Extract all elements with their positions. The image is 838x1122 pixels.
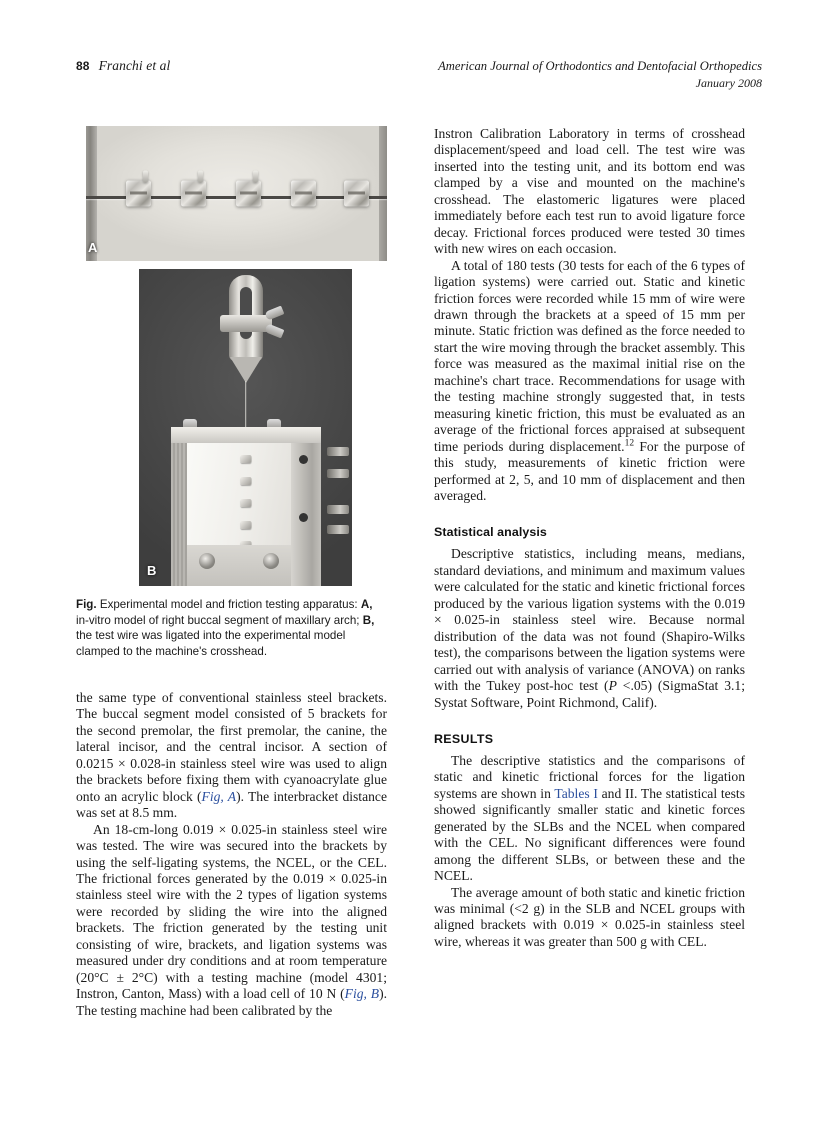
figure-caption-text-1: Experimental model and friction testing apparatus: bbox=[96, 598, 361, 611]
figure-a-reference-link[interactable]: Fig, A bbox=[201, 788, 237, 804]
figure-panel-a-image bbox=[86, 126, 387, 261]
left-column-text bbox=[76, 690, 387, 1019]
bracket bbox=[240, 521, 251, 529]
mount-left-rail bbox=[171, 443, 187, 586]
figure-b-reference-link[interactable]: Fig, B bbox=[344, 986, 380, 1002]
table-2-reference-link[interactable]: II bbox=[624, 785, 635, 801]
right-paragraph-4 bbox=[434, 753, 745, 885]
right-paragraph-3-part1: Descriptive statistics, including means, medians, standard deviations, and minimum and maximum values were calculated for the static and kinetic frictional forces produced by the various ligation systems with the 0.019 × 0.025-in stainless steel wire. Because normal distribution of the data was not found (Shapiro-Wilks test), the comparisons between the ligation systems were carried out with analysis of variance (ANOVA) on ranks with the Tukey post-hoc test ( bbox=[434, 546, 745, 694]
bracket bbox=[291, 180, 316, 206]
side-screw bbox=[327, 469, 349, 478]
right-paragraph-3 bbox=[434, 546, 745, 711]
figure bbox=[76, 126, 387, 659]
bracket bbox=[181, 180, 206, 206]
figure-caption-text-2: in-vitro model of right buccal segment of maxillary arch; bbox=[76, 613, 363, 627]
bracket bbox=[240, 477, 251, 485]
side-screw bbox=[327, 447, 349, 456]
base-bolt bbox=[199, 553, 215, 569]
right-paragraph-4-part2: . The statistical tests showed significantly smaller static and kinetic forces generated by the SLBs and the NCEL when compared with the CEL. No significant differences were found among the different SLBs, or between these and the NCEL. bbox=[434, 785, 745, 884]
paragraph-1-text: the same type of conventional stainless steel brackets. The buccal segment model consisted of 5 brackets for the second premolar, the first premolar, the canine, the lateral incisor, and the central incisor. A section of 0.0215 × 0.028-in stainless steel wire was used to align the brackets before fixing them with cyanoacrylate glue onto an acrylic block ( bbox=[76, 690, 387, 804]
table-1-reference-link[interactable]: Tables I bbox=[554, 785, 598, 801]
base-bolt bbox=[263, 553, 279, 569]
paragraph-2-text: An 18-cm-long 0.019 × 0.025-in stainless steel wire was tested. The wire was secured into the brackets by using the self-ligating systems, the NCEL, or the CEL. The frictional forces generated by the 0.019 × 0.025-in stainless steel wire with the 2 types of ligation systems were recorded by sliding the wire into the aligned brackets. The friction generated by the testing unit consisting of wire, brackets, and ligation systems was measured under dry conditions and at room temperature (20°C ± 2°C) with a testing machine (model 4301; Instron, Canton, Mass) with a load cell of 10 N ( bbox=[76, 821, 387, 1002]
journal-issue-date: January 2008 bbox=[695, 76, 762, 90]
panel-a-label: A bbox=[88, 240, 98, 255]
right-paragraph-4-part1: The descriptive statistics and the comparisons of static and kinetic frictional forces for the ligation systems are shown in bbox=[434, 752, 745, 801]
side-hole bbox=[299, 455, 308, 464]
running-head bbox=[76, 58, 762, 102]
right-paragraph-3-part2: <.05) (SigmaStat 3.1; Systat Software, Point Richmond, Calif). bbox=[434, 678, 745, 710]
bracket bbox=[126, 180, 151, 206]
journal-title: American Journal of Orthodontics and Dentofacial Orthopedics bbox=[438, 59, 762, 73]
bracket bbox=[240, 499, 251, 507]
figure-caption bbox=[76, 597, 387, 659]
right-paragraph-2-part2: For the purpose of this study, measurements of kinetic friction were performed at 2, 5, and 10 mm of displacement and then averaged. bbox=[434, 438, 746, 503]
vise-clamp-tip bbox=[230, 357, 262, 383]
panel-b-acrylic-block bbox=[187, 443, 291, 545]
figure-caption-label-a: A, bbox=[360, 598, 373, 611]
right-paragraph-4-mid: and bbox=[597, 785, 625, 801]
paragraph-1-continued: ). The interbracket distance was set at 8.5 mm. bbox=[76, 788, 387, 821]
right-paragraph-2-part1: A total of 180 tests (30 tests for each of the 6 types of ligation systems) were carried out. Static and kinetic friction forces were recorded while 15 mm of wire were drawn through the brackets at a speed of 15 mm per minute. Static friction was defined as the force needed to start the wire moving through the bracket assembly. This force was measured as the maximal initial rise on the machine's chart trace. Recommendations for usage with the testing machine strongly suggested that, in tests measuring kinetic friction, this must be evaluated as an average of the frictional forces appraised at subsequent time periods during displacement. bbox=[434, 257, 745, 454]
side-screw bbox=[327, 525, 349, 534]
bracket bbox=[240, 455, 251, 463]
figure-caption-prefix: Fig. bbox=[76, 598, 97, 611]
reference-superscript-12[interactable]: 12 bbox=[624, 438, 635, 449]
right-paragraph-1: Instron Calibration Laboratory in terms of crosshead displacement/speed and load cell. The test wire was inserted into the testing unit, and its bottom end was clamped by a vise and mounted on the machine's crosshead. The elastomeric ligatures were placed immediately before each test run to avoid ligature force decay. Frictional forces produced were tested 30 times with new wires on each occasion. bbox=[434, 126, 745, 257]
p-value-symbol: P bbox=[608, 678, 617, 694]
bracket bbox=[236, 180, 261, 206]
panel-b-label: B bbox=[147, 563, 157, 578]
right-paragraph-2 bbox=[434, 258, 745, 505]
panel-a-right-edge bbox=[379, 126, 387, 261]
wing-nut bbox=[260, 313, 290, 333]
figure-panel-b-image bbox=[139, 269, 352, 586]
figure-caption-text-3: the test wire was ligated into the experimental model clamped to the machine's crosshead. bbox=[76, 629, 346, 658]
ligature-tie bbox=[143, 170, 148, 182]
right-paragraph-5: The average amount of both static and kinetic friction was minimal (<2 g) in the SLB and NCEL groups with aligned brackets with 0.019 × 0.025-in stainless steel wire, whereas it was greater than 500 g with CEL. bbox=[434, 884, 745, 949]
running-head-right bbox=[438, 58, 762, 92]
running-head-left bbox=[76, 58, 170, 74]
paragraph-2-continued: ). The testing machine had been calibrated by the bbox=[76, 986, 387, 1018]
side-screw bbox=[327, 505, 349, 514]
figure-caption-label-b: B, bbox=[362, 613, 375, 627]
bracket bbox=[344, 180, 369, 206]
paragraph-continuation bbox=[76, 690, 387, 822]
paragraph-2 bbox=[76, 822, 387, 1019]
ligature-tie bbox=[198, 170, 203, 182]
mount-top-bar bbox=[171, 427, 321, 443]
ligature-tie bbox=[253, 170, 258, 182]
heading-results: RESULTS bbox=[434, 731, 494, 746]
side-hole bbox=[299, 513, 308, 522]
right-column-text bbox=[434, 126, 745, 950]
page-number: 88 bbox=[76, 59, 90, 73]
heading-statistical-analysis: Statistical analysis bbox=[434, 525, 547, 540]
running-head-authors: Franchi et al bbox=[98, 58, 171, 73]
